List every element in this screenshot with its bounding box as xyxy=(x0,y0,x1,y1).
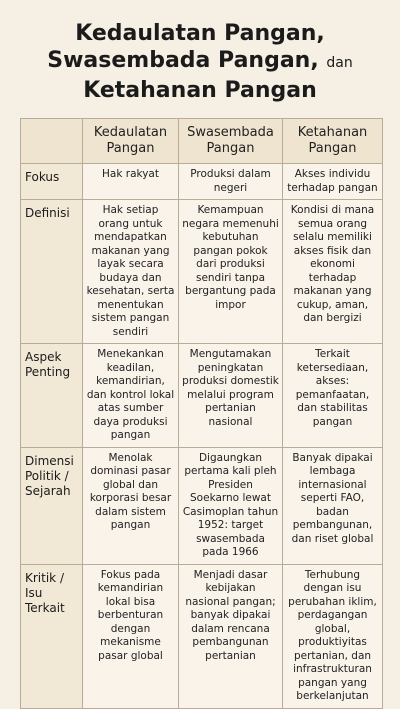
row-header-aspek-penting: Aspek Penting xyxy=(21,344,83,448)
table-cell: Kemampuan negara memenuhi kebutuhan pangan pokok dari produksi sendiri tanpa bergantung pada impor xyxy=(179,200,283,344)
table-cell: Hak setiap orang untuk mendapatkan makanan yang layak secara budaya dan kesehatan, serta menentukan sistem pangan sendiri xyxy=(83,200,179,344)
title-line-1: Kedaulatan Pangan, xyxy=(75,21,325,46)
page-title xyxy=(0,20,400,104)
row-header-definisi: Definisi xyxy=(21,200,83,344)
table-cell: Menolak dominasi pasar global dan korporasi besar dalam sistem pangan xyxy=(83,447,179,564)
row-header-kritik: Kritik / Isu Terkait xyxy=(21,564,83,708)
comparison-table xyxy=(20,118,383,709)
title-line-2 xyxy=(0,47,400,77)
table-row xyxy=(21,447,383,564)
table-cell: Hak rakyat xyxy=(83,164,179,200)
title-line-2-main: Swasembada Pangan, xyxy=(47,48,319,73)
row-header-dimensi-politik: Dimensi Politik / Sejarah xyxy=(21,447,83,564)
table-cell: Menjadi dasar kebijakan nasional pangan; banyak dipakai dalam rencana pembangunan pertanian xyxy=(179,564,283,708)
column-header-kedaulatan: Kedaulatan Pangan xyxy=(83,119,179,164)
table-row xyxy=(21,564,383,708)
table-cell: Terkait ketersediaan, akses: pemanfaatan, dan stabilitas pangan xyxy=(283,344,383,448)
table-cell: Mengutamakan peningkatan produksi domestik melalui program pertanian nasional xyxy=(179,344,283,448)
table-row xyxy=(21,164,383,200)
title-line-2-conjunction: dan xyxy=(326,55,353,71)
table-row xyxy=(21,200,383,344)
table-cell: Produksi dalam negeri xyxy=(179,164,283,200)
header-row xyxy=(21,119,383,164)
corner-cell xyxy=(21,119,83,164)
table-cell: Digaungkan pertama kali pleh Presiden Soekarno lewat Casimoplan tahun 1952: target swasembada pada 1966 xyxy=(179,447,283,564)
table-cell: Fokus pada kemandirian lokal bisa berbenturan dengan mekanisme pasar global xyxy=(83,564,179,708)
table-cell: Kondisi di mana semua orang selalu memiliki akses fisik dan ekonomi terhadap makanan yang cukup, aman, dan bergizi xyxy=(283,200,383,344)
table-cell: Menekankan keadilan, kemandirian, dan kontrol lokal atas sumber daya produksi pangan xyxy=(83,344,179,448)
title-line-3: Ketahanan Pangan xyxy=(83,78,317,103)
column-header-swasembada: Swasembada Pangan xyxy=(179,119,283,164)
table-cell: Banyak dipakai lembaga internasional seperti FAO, badan pembangunan, dan riset global xyxy=(283,447,383,564)
column-header-ketahanan: Ketahanan Pangan xyxy=(283,119,383,164)
row-header-fokus: Fokus xyxy=(21,164,83,200)
table-cell: Akses individu terhadap pangan xyxy=(283,164,383,200)
table-row xyxy=(21,344,383,448)
table-cell: Terhubung dengan isu perubahan iklim, perdagangan global, produktiyitas pertanian, dan infrastrukturan pangan yang berkelanjutan xyxy=(283,564,383,708)
